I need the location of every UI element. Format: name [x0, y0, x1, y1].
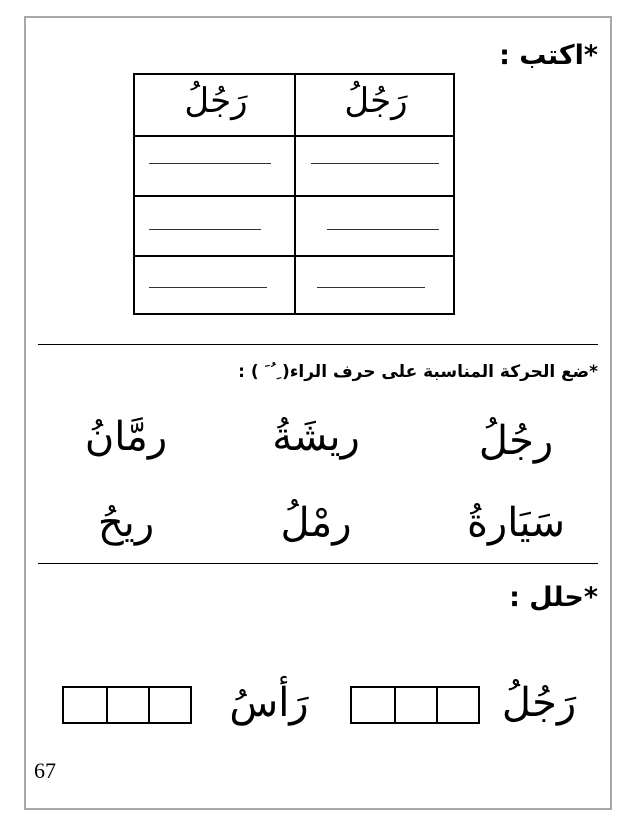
writing-table: [133, 73, 455, 315]
letter-box[interactable]: [64, 688, 106, 722]
analyze-word-left: رَأسُ: [229, 680, 309, 726]
table-column-divider: [294, 75, 296, 313]
letter-box[interactable]: [148, 688, 190, 722]
writing-line[interactable]: [149, 163, 271, 164]
exercise-word: رمْلُ: [280, 500, 352, 546]
table-row-divider: [135, 135, 453, 137]
writing-line[interactable]: [311, 163, 439, 164]
exercise-word: رجُلُ: [478, 418, 554, 464]
exercise-word: سَيَارةُ: [466, 500, 566, 546]
writing-line[interactable]: [327, 229, 439, 230]
letter-boxes-left: [62, 686, 192, 724]
section-divider: [38, 344, 598, 345]
writing-line[interactable]: [317, 287, 425, 288]
exercise-word: ريحُ: [97, 500, 155, 546]
vowel-instruction: *ضع الحركة المناسبة على حرف الراء( ِ ُ َ ) :: [238, 362, 598, 382]
letter-box[interactable]: [394, 688, 436, 722]
table-header-word-right: رَجُلُ: [344, 81, 408, 121]
exercise-word: رمَّانُ: [84, 414, 168, 460]
write-heading: *اكتب :: [499, 40, 598, 71]
analyze-word-right: رَجُلُ: [501, 680, 577, 726]
letter-box[interactable]: [352, 688, 394, 722]
writing-line[interactable]: [149, 287, 267, 288]
page-number: 67: [34, 758, 56, 783]
letter-box[interactable]: [106, 688, 148, 722]
analyze-heading: *حلل :: [509, 582, 598, 613]
section-divider: [38, 563, 598, 564]
writing-line[interactable]: [149, 229, 261, 230]
letter-boxes-right: [350, 686, 480, 724]
table-row-divider: [135, 255, 453, 257]
letter-box[interactable]: [436, 688, 478, 722]
exercise-word: ريشَةُ: [272, 414, 360, 460]
table-row-divider: [135, 195, 453, 197]
table-header-word-left: رَجُلُ: [184, 81, 248, 121]
